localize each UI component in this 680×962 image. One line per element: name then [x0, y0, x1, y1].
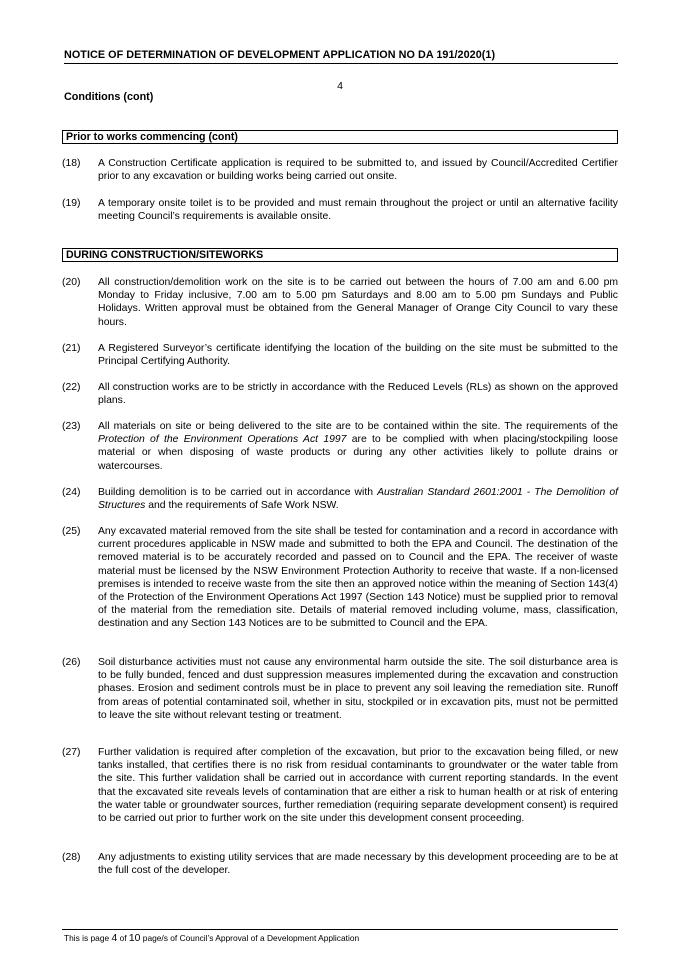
footer-of: of: [117, 933, 129, 943]
condition-item: [62, 851, 618, 877]
section-heading-prior-to-works: Prior to works commencing (cont): [62, 130, 618, 144]
condition-number: (22): [62, 382, 81, 393]
condition-number: (24): [62, 487, 81, 498]
condition-item: [62, 746, 618, 825]
section-heading-during-construction: DURING CONSTRUCTION/SITEWORKS: [62, 248, 618, 262]
footer-current-page: 4: [111, 933, 118, 944]
condition-text: [98, 486, 618, 512]
condition-number: (28): [62, 852, 81, 863]
condition-text-part: All materials on site or being delivered to the site are to be contained within the site. The requirements of the: [98, 421, 618, 432]
condition-text-part: Building demolition is to be carried out in accordance with: [98, 487, 378, 498]
condition-text: A temporary onsite toilet is to be provided and must remain throughout the project or until an alternative facility meeting Council’s requirements is available onsite.: [98, 198, 618, 223]
footer-total-pages: 10: [128, 933, 141, 944]
condition-text: [98, 420, 618, 473]
footer-prefix: This is page: [64, 933, 112, 943]
act-reference: Protection of the Environment Operations Act 1997: [98, 434, 347, 446]
condition-number: (20): [62, 277, 81, 288]
standard-reference: Australian Standard 2601:2001 - The Demolition of Structures: [98, 487, 618, 512]
condition-text: A Construction Certificate application is required to be submitted to, and issued by Council/Accredited Certifier prior to any excavation or building works being carried out onsite.: [98, 158, 618, 183]
condition-text: A Registered Surveyor’s certificate identifying the location of the building on the site must be submitted to the Principal Certifying Authority.: [98, 343, 618, 368]
condition-item: [62, 420, 618, 473]
condition-number: (21): [62, 343, 81, 354]
condition-number: (27): [62, 747, 81, 758]
condition-text: Any excavated material removed from the site shall be tested for contamination and a record in accordance with current procedures applicable in NSW made and submitted to both the EPA and Council. The destination of the removed material is to be accurately recorded and passed on to Council and the EPA. The receiver of waste material must be licensed by the NSW Environment Protection Authority to receive that waste. If a non-licensed premises is intended to receive waste from the site then an approved notice within the meaning of Section 143(4) of the Protection of the Environment Operations Act 1997 (Section 143 Notice) must be supplied prior to removal of the material from the remediation site. Details of material removed including volume, mass, classification, destination and any Section 143 Notices are to be submitted to Council and the EPA.: [98, 526, 618, 630]
condition-item: [62, 197, 618, 223]
condition-item: [62, 486, 618, 512]
page-number: 4: [337, 80, 343, 92]
condition-text: Any adjustments to existing utility services that are made necessary by this development proceeding are to be at the full cost of the developer.: [98, 852, 618, 877]
condition-item: [62, 157, 618, 183]
condition-text: All construction works are to be strictly in accordance with the Reduced Levels (RLs) as shown on the approved plans.: [98, 382, 618, 407]
condition-item: [62, 525, 618, 631]
condition-number: (26): [62, 657, 81, 668]
footer-suffix: page/s of Council’s Approval of a Development Application: [140, 933, 360, 943]
document-title: NOTICE OF DETERMINATION OF DEVELOPMENT APPLICATION NO DA 191/2020(1): [64, 49, 618, 64]
condition-item: [62, 656, 618, 722]
condition-text-part: are to be complied with when placing/stockpiling loose material or when disposing of waste products or during any other activities likely to pollute drains or watercourses.: [98, 434, 618, 472]
page-footer: [64, 933, 359, 944]
condition-item: [62, 342, 618, 368]
condition-number: (25): [62, 526, 81, 537]
condition-text: All construction/demolition work on the site is to be carried out between the hours of 7.00 am and 6.00 pm Monday to Friday inclusive, 7.00 am to 5.00 pm Saturdays and 8.00 am to 5.00 pm Sundays and Public Holidays. Written approval must be obtained from the General Manager of Orange City Council to vary these hours.: [98, 277, 618, 328]
condition-text: Soil disturbance activities must not cause any environmental harm outside the site. The soil disturbance area is to be fully bunded, fenced and dust suppression measures implemented during the excavation and construction phases. Erosion and sediment controls must be in place to prevent any soil leaving the remediation site. Runoff from areas of potential contaminated soil, whether in situ, stockpiled or in excavation pits, must not be permitted to leave the site without relevant testing or treatment.: [98, 657, 618, 721]
footer-divider: [62, 929, 618, 930]
condition-number: (18): [62, 158, 81, 169]
condition-text: Further validation is required after completion of the excavation, but prior to the excavation being filled, or new tanks installed, that certifies there is no risk from residual contaminants to groundwater or the water table from the site. This further validation shall be carried out in accordance with current reporting standards. In the event that the excavated site reveals levels of contamination that are either a risk to human health or at risk of entering the water table or groundwater sources, further remediation (requiring separate development consent) is required to be carried out prior to further work on the site under this development consent proceeding.: [98, 747, 618, 825]
conditions-heading: Conditions (cont): [64, 91, 154, 103]
condition-text-part: and the requirements of Safe Work NSW.: [145, 500, 339, 512]
condition-item: [62, 276, 618, 329]
condition-number: (19): [62, 198, 81, 209]
condition-item: [62, 381, 618, 407]
condition-number: (23): [62, 421, 81, 432]
